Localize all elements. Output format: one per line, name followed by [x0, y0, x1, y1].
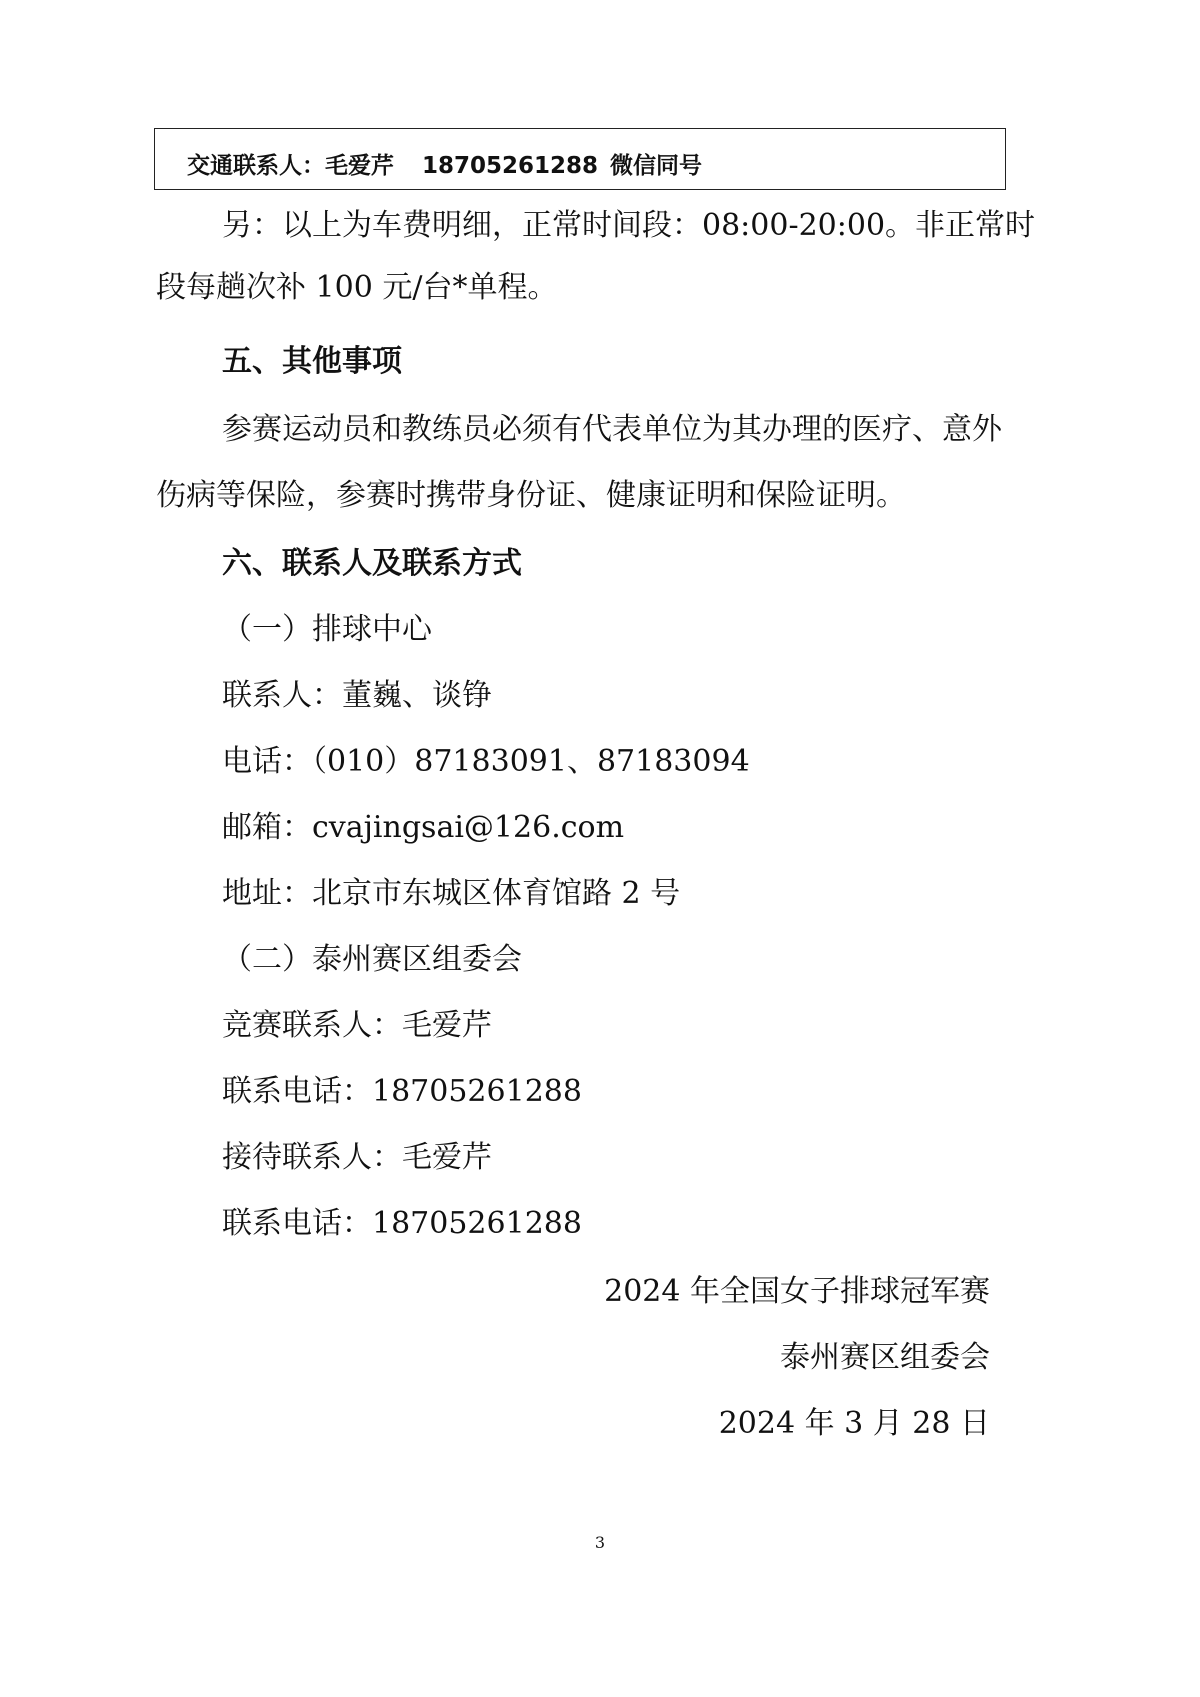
- address-line: 地址：北京市东城区体育馆路 2 号: [222, 876, 681, 911]
- signature-organizer: 2024 年全国女子排球冠军赛: [604, 1274, 990, 1309]
- competition-contact-line: 竞赛联系人：毛爱芹: [222, 1008, 492, 1043]
- fare-note-line-1: 另：以上为车费明细，正常时间段：08:00-20:00。非正常时: [222, 208, 1036, 243]
- transport-contact-phone: 18705261288: [422, 153, 599, 179]
- transport-contact-note: 微信同号: [610, 153, 703, 179]
- contacts-line: 联系人：董巍、谈铮: [222, 678, 492, 713]
- transport-contact-label: 交通联系人：: [187, 153, 325, 179]
- email-line: 邮箱：cvajingsai@126.com: [222, 810, 625, 845]
- section6-subheading-1: （一）排球中心: [222, 612, 432, 647]
- page-number: 3: [594, 1533, 606, 1552]
- transport-contact-name: 毛爱芹: [325, 153, 394, 179]
- section5-heading: 五、其他事项: [222, 344, 402, 379]
- reception-phone-line: 联系电话：18705261288: [222, 1206, 582, 1241]
- transport-contact-line: [187, 147, 730, 180]
- signature-date: 2024 年 3 月 28 日: [718, 1406, 990, 1441]
- section6-heading: 六、联系人及联系方式: [222, 546, 522, 581]
- phone-line: 电话：（010）87183091、87183094: [222, 744, 750, 779]
- fare-note-line-2: 段每趟次补 100 元/台*单程。: [156, 270, 558, 305]
- transport-contact-box: [154, 128, 1006, 190]
- section5-text-line-2: 伤病等保险，参赛时携带身份证、健康证明和保险证明。: [156, 478, 906, 513]
- signature-committee: 泰州赛区组委会: [780, 1340, 990, 1375]
- reception-contact-line: 接待联系人：毛爱芹: [222, 1140, 492, 1175]
- section5-text-line-1: 参赛运动员和教练员必须有代表单位为其办理的医疗、意外: [222, 412, 1002, 447]
- competition-phone-line: 联系电话：18705261288: [222, 1074, 582, 1109]
- section6-subheading-2: （二）泰州赛区组委会: [222, 942, 522, 977]
